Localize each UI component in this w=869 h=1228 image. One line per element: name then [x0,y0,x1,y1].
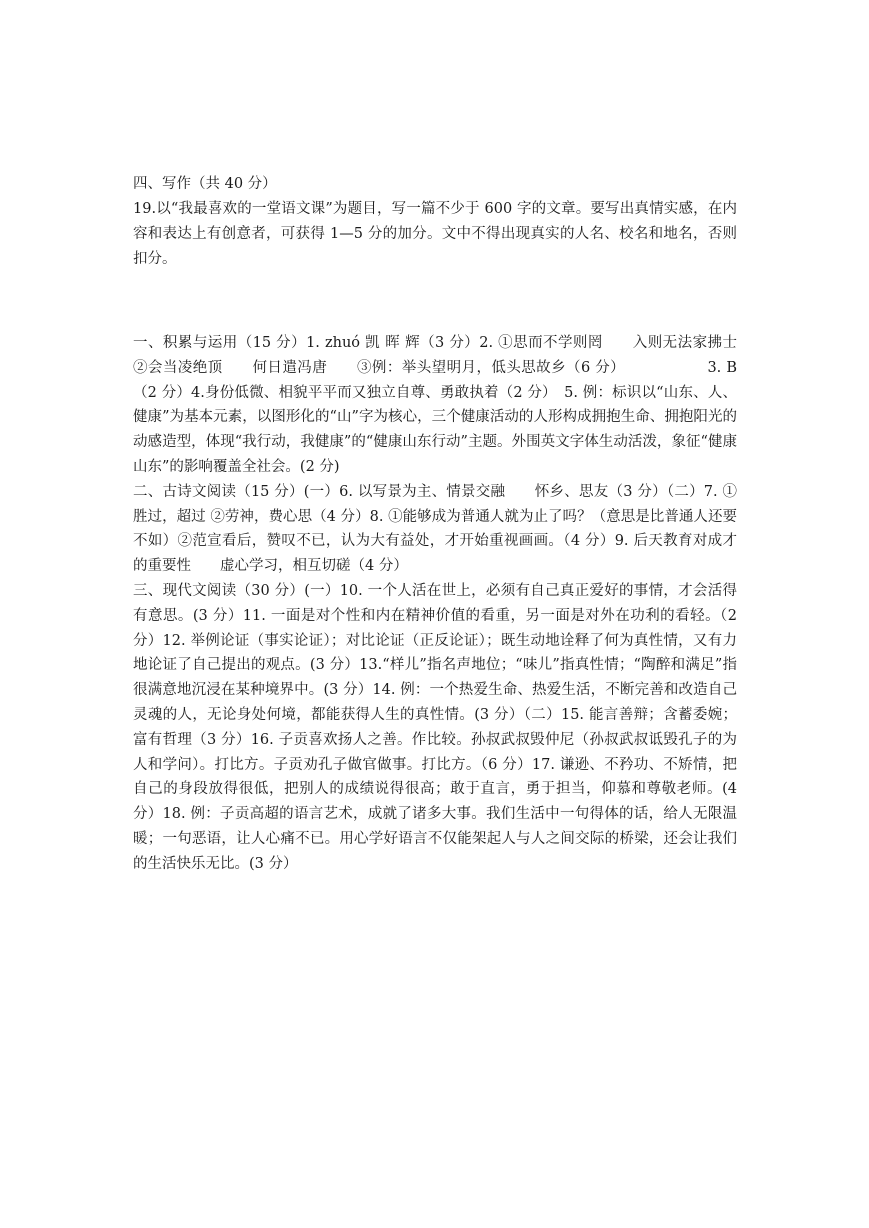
answer-key [133,331,766,877]
answer-section-1: 一、积累与运用（15 分）1. zhuó 凯 晖 辉（3 分）2. ①思而不学则罔 入则无法家拂士 ②会当凌绝顶 何日遣冯唐 ③例：举头望明月，低头思故乡（6 分） 3. B（2 分）4.身份低微、相貌平平而又独立自尊、勇敢执着（2 分） 5. 例：标识以“山东、人、健康”为基本元素，以图形化的“山”字为核心，三个健康活动的人形构成拥抱生命、拥抱阳光的动感造型，体现“我行动，我健康”的“健康山东行动”主题。外围英文字体生动活泼，象征“健康山东”的影响覆盖全社会。(2 分) [133,335,766,475]
answer-section-2: 二、古诗文阅读（15 分）(一）6. 以写景为主、情景交融 怀乡、思友（3 分）（二）7. ①胜过，超过 ②劳神，费心思（4 分）8. ①能够成为普通人就为止了吗？（意思是比普通人还要不如）②范宣看后，赞叹不已，认为大有益处，才开始重视画画。（4 分）9. 后天教育对成才的重要性 虚心学习，相互切磋（4 分） [133,483,737,575]
writing-section [133,172,737,272]
writing-prompt: 19.以“我最喜欢的一堂语文课”为题目，写一篇不少于 600 字的文章。要写出真情实感，在内容和表达上有创意者，可获得 1—5 分的加分。文中不得出现真实的人名、校名和地名，否则扣分。 [133,201,737,267]
answer-section-3: 三、现代文阅读（30 分）(一）10. 一个人活在世上，必须有自己真正爱好的事情，才会活得有意思。(3 分）11. 一面是对个性和内在精神价值的看重，另一面是对外在功利的看轻。（2 分）12. 举例论证（事实论证）；对比论证（正反论证）；既生动地诠释了何为真性情，又有力地论证了自己提出的观点。(3 分）13.“样儿”指名声地位；“味儿”指真性情；“陶醉和满足”指很满意地沉浸在某种境界中。(3 分）14. 例：一个热爱生命、热爱生活，不断完善和改造自己灵魂的人，无论身处何境，都能获得人生的真性情。(3 分）（二）15. 能言善辩；含蓄委婉；富有哲理（3 分）16. 子贡喜欢扬人之善。作比较。孙叔武叔毁仲尼（孙叔武叔诋毁孔子的为人和学问）。打比方。子贡劝孔子做官做事。打比方。（6 分）17. 谦逊、不矜功、不矫情，把自己的身段放得很低，把别人的成绩说得很高；敢于直言，勇于担当，仰慕和尊敬老师。(4 分）18. 例：子贡高超的语言艺术，成就了诸多大事。我们生活中一句得体的话，给人无限温暖；一句恶语，让人心痛不已。用心学好语言不仅能架起人与人之间交际的桥梁，还会让我们的生活快乐无比。(3 分） [133,582,737,872]
writing-heading: 四、写作（共 40 分） [133,176,277,192]
